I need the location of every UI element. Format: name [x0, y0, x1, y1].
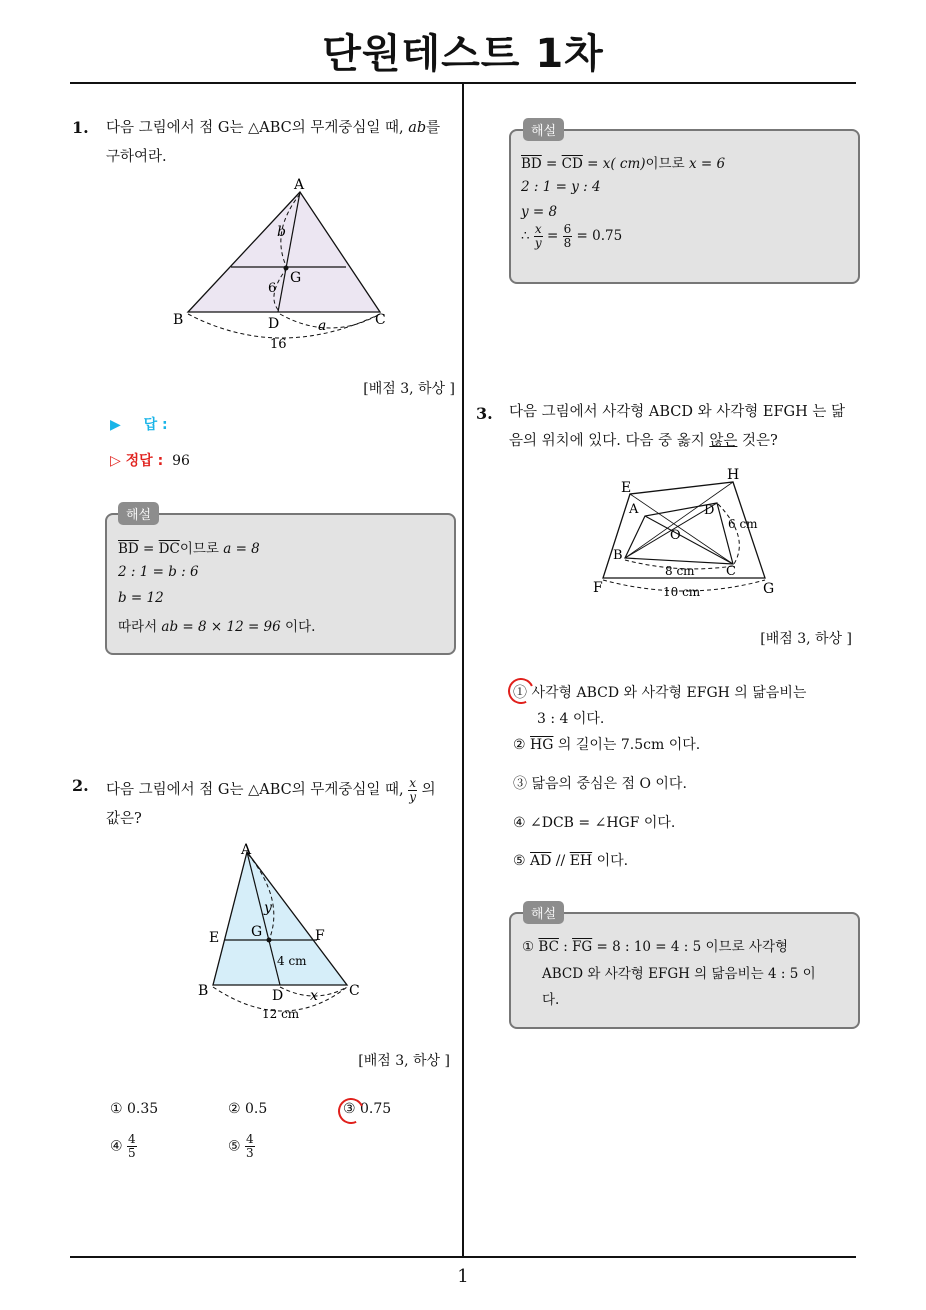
- q3-choice-3-mark: ③: [513, 776, 527, 792]
- q2-choice-1[interactable]: [110, 1101, 158, 1117]
- q1-number: 1.: [72, 118, 89, 137]
- q2-label-E: E: [209, 930, 220, 946]
- bottom-rule: [70, 1256, 856, 1258]
- q1-text-line2: 구하여라.: [106, 149, 167, 165]
- q1-sol-eq: =: [138, 541, 159, 557]
- q1-label-6: 6: [268, 281, 277, 296]
- q3-choice-5-text: 이다.: [592, 853, 629, 869]
- q2-sol-line2: 2 : 1 = y : 4: [521, 179, 601, 195]
- q1-label-16: 16: [270, 337, 287, 352]
- q2-label-B: B: [198, 983, 209, 999]
- q3-choice-5[interactable]: [513, 850, 628, 870]
- q1-figure: [170, 172, 400, 357]
- q2-fraction: [408, 777, 417, 804]
- q2-sol-frac-68: [563, 223, 573, 250]
- q1-correct-label: 정답 :: [125, 453, 164, 469]
- q2-label-y: y: [264, 900, 272, 916]
- q2-sol-bd: $\overline{BD}$: [521, 156, 542, 172]
- q2-sol-fx: x: [534, 222, 542, 236]
- q2-choice-2-mark: ②: [228, 1101, 241, 1117]
- q1-sol-dc: $\overline{DC}$: [158, 541, 180, 557]
- q3-choice-4-text: ∠DCB = ∠HGF 이다.: [530, 815, 676, 831]
- q3-choice-2-text: 의 길이는 7.5cm 이다.: [553, 737, 701, 753]
- q2-sol-xcm: = x( cm): [582, 156, 646, 172]
- q3-label-8cm: 8 cm: [665, 564, 695, 578]
- q2-sol-cd: $\overline{CD}$: [561, 156, 583, 172]
- q2-text: [106, 776, 461, 834]
- q2-choice-1-value: 0.35: [127, 1101, 159, 1117]
- q2-sol-therefore: ∴: [521, 228, 534, 244]
- q2-solution-tag: 해설: [523, 118, 564, 141]
- q3-choice-4[interactable]: [513, 812, 675, 832]
- q1-correct-row: [110, 450, 190, 470]
- q2-choice-3-value: 0.75: [360, 1101, 392, 1117]
- q2-choice-5-den: 3: [246, 1146, 254, 1160]
- q1-text-a: 다음 그림에서 점 G는 △ABC의 무게중심일 때,: [106, 120, 409, 136]
- column-divider: [462, 83, 464, 1257]
- q3-choice-5-ad: $\overline{AD}$: [530, 853, 552, 869]
- q3-sol-line3: 다.: [542, 992, 560, 1008]
- q3-choice-1-line2: 3 : 4 이다.: [537, 711, 605, 727]
- q2-choice-5-num: 4: [246, 1132, 254, 1146]
- q2-frac-den: y: [409, 789, 416, 804]
- q3-choice-4-mark: ④: [513, 815, 526, 831]
- q3-choice-2[interactable]: [513, 734, 700, 754]
- q1-meta: [배점 3, 하상 ]: [363, 381, 455, 397]
- q2-sol-eq2: =: [542, 228, 563, 244]
- q3-sol-fg: $\overline{FG}$: [572, 939, 593, 955]
- q3-label-6cm: 6 cm: [728, 517, 758, 531]
- q2-number: 2.: [72, 776, 89, 795]
- q2-label-D: D: [272, 988, 284, 1004]
- q3-number: 3.: [476, 404, 493, 423]
- q1-label-D: D: [268, 316, 280, 332]
- q3-solution-tag: 해설: [523, 901, 564, 924]
- q2-text-end: 의: [421, 782, 436, 798]
- q2-choice-5-mark: ⑤: [228, 1138, 241, 1155]
- q3-text-line2a: 음의 위치에 있다. 다음 중 옳지: [509, 433, 710, 449]
- q1-sol-l4c: 이다.: [280, 619, 316, 635]
- q3-sol-line2: ABCD 와 사각형 EFGH 의 닮음비는 4 : 5 이: [542, 966, 816, 982]
- q2-meta: [배점 3, 하상 ]: [358, 1053, 450, 1069]
- q1-label-C: C: [375, 312, 386, 328]
- q1-sol-text: 이므로: [179, 541, 224, 557]
- q3-choice-5-eh: $\overline{EH}$: [569, 853, 593, 869]
- q2-text-a: 다음 그림에서 점 G는 △ABC의 무게중심일 때,: [106, 782, 409, 798]
- q3-text-underlined: 않은: [709, 433, 738, 449]
- q3-choice-3[interactable]: [513, 773, 687, 793]
- q2-sol-end: = 0.75: [572, 228, 623, 244]
- q2-sol-line3: y = 8: [521, 204, 558, 220]
- q3-text-line1: 다음 그림에서 사각형 ABCD 와 사각형 EFGH 는 닮: [509, 404, 845, 420]
- q2-choice-2[interactable]: [228, 1101, 267, 1117]
- q1-text-var: ab: [408, 120, 427, 136]
- q3-label-D: D: [704, 503, 715, 518]
- q2-label-4cm: 4 cm: [277, 954, 307, 968]
- q2-sol-x6: x = 6: [688, 156, 726, 172]
- q1-label-G: G: [290, 270, 302, 286]
- q2-sol-fy: y: [534, 236, 542, 250]
- q1-label-b: b: [277, 224, 286, 240]
- q1-label-a: a: [318, 318, 327, 334]
- q2-sol-text: 이므로: [645, 156, 689, 172]
- q3-label-C: C: [726, 564, 736, 579]
- q1-sol-a8: a = 8: [223, 541, 260, 557]
- q3-meta: [배점 3, 하상 ]: [760, 631, 852, 647]
- q1-sol-bd: $\overline{BD}$: [118, 541, 139, 557]
- q2-choice-3-mark: ③: [343, 1101, 356, 1117]
- q1-answer-label: 답 :: [143, 417, 168, 433]
- q1-sol-line2: 2 : 1 = b : 6: [118, 564, 199, 580]
- q3-sol-colon: :: [558, 939, 573, 955]
- q3-choice-5-parallel: //: [551, 853, 570, 869]
- q2-sol-line1: [521, 152, 725, 172]
- q3-choice-1-mark: ①: [513, 685, 527, 701]
- q2-choice-1-mark: ①: [110, 1101, 123, 1117]
- q3-sol-mark: ①: [522, 939, 539, 955]
- q2-label-F: F: [315, 928, 325, 944]
- q2-sol-frac-xy: [534, 223, 543, 250]
- q1-text: [106, 114, 456, 172]
- q3-label-F: F: [593, 580, 603, 596]
- q3-label-10cm: 10 cm: [663, 585, 701, 599]
- q3-text: [509, 398, 859, 456]
- play-icon: ▶: [110, 417, 121, 433]
- q2-sol-f6: 6: [563, 222, 572, 236]
- q1-correct-value: 96: [172, 453, 190, 469]
- q3-choice-1-line1: 사각형 ABCD 와 사각형 EFGH 의 닮음비는: [531, 685, 807, 701]
- q1-text-b: 를: [426, 120, 441, 136]
- q3-label-B: B: [613, 548, 623, 563]
- q3-choice-3-text: 닮음의 중심은 점 O 이다.: [531, 776, 687, 792]
- q2-figure: [195, 840, 370, 1030]
- q3-sol-bc: $\overline{BC}$: [538, 939, 559, 955]
- q2-label-12cm: 12 cm: [262, 1007, 300, 1021]
- q3-sol-ratio: = 8 : 10 = 4 : 5 이므로 사각형: [592, 939, 789, 955]
- q2-frac-num: x: [409, 775, 416, 790]
- q2-choice-4-fraction: [127, 1133, 137, 1160]
- q2-label-A: A: [241, 842, 252, 858]
- q3-label-E: E: [621, 480, 632, 496]
- q2-label-x: x: [310, 988, 318, 1004]
- q3-choice-5-mark: ⑤: [513, 853, 526, 869]
- q2-choice-5[interactable]: [228, 1133, 255, 1160]
- q1-sol-line3: b = 12: [118, 590, 164, 606]
- q2-choice-5-fraction: [245, 1133, 255, 1160]
- q2-choice-4-den: 5: [128, 1146, 136, 1160]
- q2-sol-eq: =: [541, 156, 562, 172]
- q1-sol-line1: [118, 537, 260, 557]
- q3-figure: [585, 462, 785, 602]
- q2-label-C: C: [349, 983, 360, 999]
- q2-sol-f8: 8: [563, 236, 572, 250]
- q2-text-line2: 값은?: [106, 811, 142, 827]
- q3-choice-2-mark: ②: [513, 737, 526, 753]
- page-title: 단원테스트 1차: [322, 31, 604, 77]
- outline-play-icon: ▷: [110, 453, 121, 469]
- q1-label-B: B: [173, 312, 184, 328]
- q2-label-G: G: [251, 924, 263, 940]
- q1-sol-line4: [118, 615, 315, 635]
- q2-choice-4-num: 4: [128, 1132, 136, 1146]
- q3-label-A: A: [629, 502, 639, 517]
- q3-sol-line1: [522, 935, 788, 955]
- q1-label-A: A: [294, 177, 305, 193]
- q2-choice-4-mark: ④: [110, 1138, 123, 1155]
- q2-selected-circle: [334, 1094, 367, 1127]
- q1-answer-row: [110, 414, 168, 434]
- q2-choice-2-value: 0.5: [245, 1101, 268, 1117]
- q3-label-O: O: [670, 528, 681, 543]
- q1-sol-l4a: 따라서: [118, 619, 162, 635]
- page-number: 1: [457, 1266, 469, 1287]
- q3-label-H: H: [727, 467, 740, 483]
- q3-text-line2b: 것은?: [737, 433, 778, 449]
- q2-choice-4[interactable]: [110, 1133, 137, 1160]
- q3-choice-1[interactable]: [513, 680, 806, 732]
- q2-sol-line4: [521, 223, 622, 250]
- q3-choice-2-hg: $\overline{HG}$: [530, 737, 554, 753]
- q1-solution-tag: 해설: [118, 502, 159, 525]
- q3-label-G: G: [763, 581, 775, 597]
- q1-sol-l4b: ab = 8 × 12 = 96: [161, 619, 281, 635]
